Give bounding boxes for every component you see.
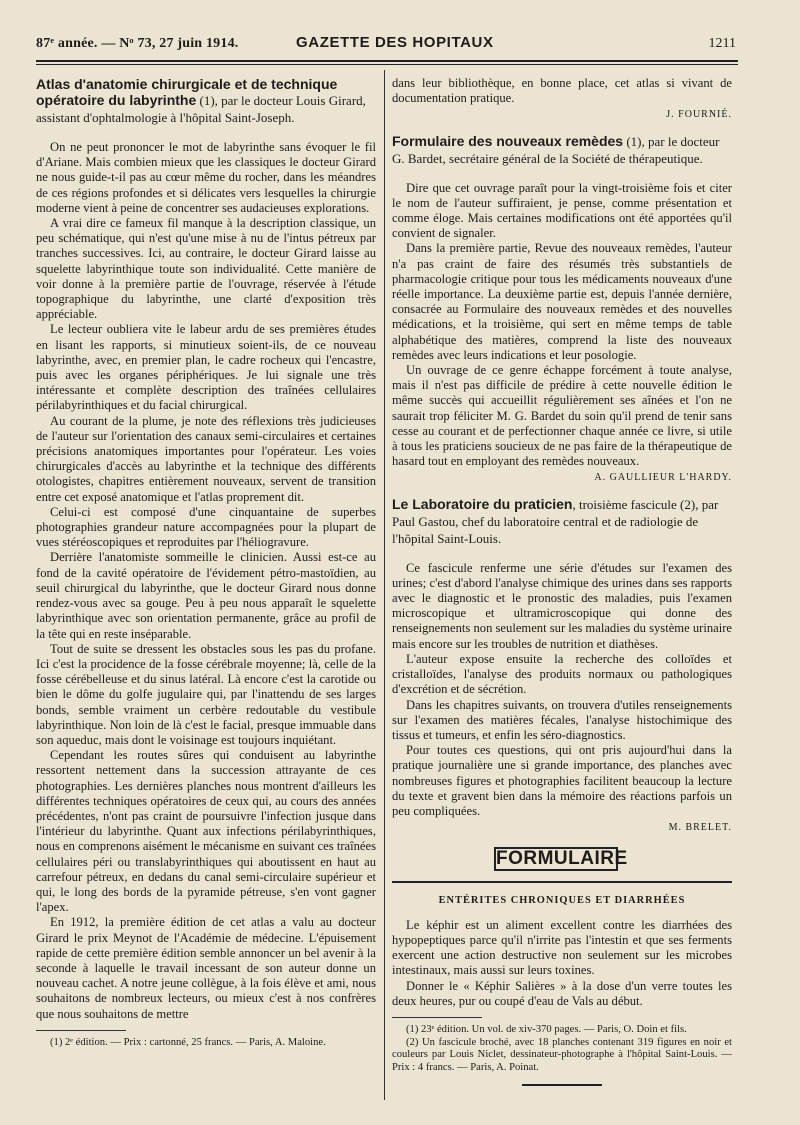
- paragraph: Un ouvrage de ce genre échappe forcément à toute analyse, mais il n'est pas difficile de prédire à cette nouvelle édition le même succès qui accueillit régulièrement ses aînées et l'on ne saurait trop féliciter M. G. Bardet du soin qu'il prend de tenir sans cesse au courant et de perfectionner chaque année ce livre, si utile à tous les praticiens soucieux de ne pas faire de la thérapeutique de hasard tout en employant des remèdes nouveaux.: [392, 363, 732, 469]
- footnote: (1) 2ᵉ édition. — Prix : cartonné, 25 francs. — Paris, A. Maloine.: [50, 1036, 326, 1048]
- footnote-rule: [392, 1017, 482, 1018]
- signature: M. BRELET.: [668, 822, 732, 834]
- paragraph: Dans la première partie, Revue des nouveaux remèdes, l'auteur n'a pas craint de faire des résumés très substantiels de pharmacologie critique pour tous les médicaments nouveaux d'une réelle importance. La deuxième partie est, depuis l'année dernière, consacrée au Formulaire des nouveaux remèdes et des nouvelles médications, et la troisième, qui sert en même temps de table alphabétique des matières, comprend la liste des nouveaux remèdes avec leurs indications et leur posologie.: [392, 241, 732, 362]
- paragraph: Celui-ci est composé d'une cinquantaine de superbes photographies grandeur nature accompagnées pour la plupart de vues stéréoscopiques et reproduites par l'héliogravure.: [36, 504, 376, 550]
- paragraph: On ne peut prononcer le mot de labyrinthe sans évoquer le fil d'Ariane. Mais combien mieux que les classiques le docteur Girard ne nous guide-t-il pas au cœur même du rocher, dans les méandres de ces régions profondes et si délicates vers lesquelles la chirurgie moderne vient à peine de concentrer ses audacieuses explorations.: [36, 140, 376, 215]
- page-number: 1211: [708, 36, 736, 51]
- review-title-formulaire-main: Formulaire des nouveaux remèdes: [392, 132, 624, 149]
- header-rule-thin: [36, 64, 738, 65]
- review-title-atlas-main: Atlas d'anatomie chirurgicale et de technique opératoire du labyrinthe: [36, 76, 338, 108]
- paragraph: Dire que cet ouvrage paraît pour la vingt-troisième fois et citer le nom de l'auteur suffiraient, je pense, comme présentation et comme éloge. Mais certaines modifications ont été apportées qu'il convient de signaler.: [392, 180, 732, 241]
- journal-title: GAZETTE DES HOPITAUX: [296, 34, 494, 51]
- paragraph: Cependant les routes sûres qui conduisent au labyrinthe ressortent nettement dans la succession attrayante de ces photographies. Les dernières planches nous montrent d'ailleurs les différentes techniques opératoires de ceux qui, au cours des années précédentes, n'ont pas craint de poursuivre l'infection jusque dans l'intérieur du labyrinthe. Quant aux infections périlabyrinthiques, nous en comprenons aisément le mécanisme en suivant ces traînées cellulaires péri ou translabyrinthiques qui aboutissent en haut au carrefour pétreux, en dedans du canal semi-circulaire supérieur et qui, le long des bords de la pyramide pétreuse, s'en vont gagner l'apex.: [36, 748, 376, 915]
- review-title-atlas: [36, 76, 376, 126]
- section-heading-formulaire: FORMULAIRE: [496, 848, 628, 870]
- review-title-laboratoire-main: Le Laboratoire du praticien: [392, 495, 573, 512]
- paragraph-continued: dans leur bibliothèque, en bonne place, cet atlas si vivant de documentation pratique.: [392, 76, 732, 106]
- paragraph: Pour toutes ces questions, qui ont pris aujourd'hui dans la pratique journalière une si grande importance, des planches avec nombreuses figures et photographies facilitent beaucoup la lecture du texte et gravent bien dans la mémoire des réactions parfois un peu compliquées.: [392, 743, 732, 818]
- paragraph: Ce fascicule renferme une série d'études sur l'examen des urines; c'est d'abord l'analyse chimique des urines dans ses rapports avec le diagnostic et le pronostic des maladies, puis l'examen microscopique et ultramicroscopique qui donne des renseignements non seulement sur les maladies du système urinaire mais encore sur les troubles de nutrition et diathèses.: [392, 560, 732, 651]
- page-header: [36, 34, 736, 56]
- issue-info: 87ᵉ année. — Nᵒ 73, 27 juin 1914.: [36, 36, 239, 51]
- signature: A. GAULLIEUR L'HARDY.: [594, 472, 732, 484]
- paragraph: Au courant de la plume, je note des réflexions très judicieuses de l'auteur sur l'orientation des canaux semi-circulaires et certaines précisions anatomiques importantes pour l'opérateur. Les voies chirurgicales d'accès au labyrinthe et la technique des différents otologistes, chapitres entièrement nouveaux, servent de transition entre cet exposé anatomique et l'atlas proprement dit.: [36, 413, 376, 504]
- section-subheading: ENTÉRITES CHRONIQUES ET DIARRHÉES: [438, 894, 686, 906]
- header-rule: [36, 60, 738, 62]
- paragraph: L'auteur expose ensuite la recherche des colloïdes et cristalloïdes, l'analyse des produits normaux ou pathologiques d'excrétion et de sécrétion.: [392, 651, 732, 697]
- review-title-atlas-rest: (1), par le docteur Louis Girard, assistant d'ophtalmologie à l'hôpital Saint-Joseph.: [36, 93, 366, 125]
- signature: J. FOURNIÉ.: [666, 109, 732, 121]
- section-rule: [392, 881, 732, 883]
- footnote: (2) Un fascicule broché, avec 18 planches contenant 319 figures en noir et couleurs par Louis Niclet, dessinateur-photographe à l'hôpital Saint-Louis. — Prix : 4 francs. — Paris, A. Poinat.: [392, 1036, 732, 1073]
- paragraph: Dans les chapitres suivants, on trouvera d'utiles renseignements sur l'examen des matières fécales, l'analyse histochimique des tissus et tumeurs, et enfin les séro-diagnostics.: [392, 697, 732, 742]
- paragraph: Tout de suite se dressent les obstacles sous les pas du profane. Ici c'est la procidence de la fosse cérébrale moyenne; là, celle de la fosse cérébelleuse et du sinus latéral. Là encore c'est la carotide ou bien le dôme du golfe jugulaire qui, par l'inattendu de ses larges bonds, semble vraiment un cerbère redoutable du vestibule labyrinthique. Non loin de là c'est le facial, presque immuable dans son aqueduc, mais dont le voisinage est toujours inquiétant.: [36, 641, 376, 747]
- footnote: (1) 23ᵉ édition. Un vol. de xiv-370 pages. — Paris, O. Doin et fils.: [406, 1023, 687, 1035]
- column-divider: [384, 70, 385, 1100]
- end-ornament: [392, 1076, 732, 1091]
- left-column: [36, 76, 376, 1049]
- right-column: [392, 76, 732, 1092]
- review-title-formulaire-rest: (1), par le docteur G. Bardet, secrétaire général de la Société de thérapeutique.: [392, 133, 720, 166]
- review-title-laboratoire-rest: , troisième fascicule (2), par Paul Gastou, chef du laboratoire central et de radiologie de l'hôpital Saint-Louis.: [392, 496, 719, 546]
- footnote-rule: [36, 1030, 126, 1031]
- review-title-formulaire: [392, 133, 732, 167]
- paragraph: Derrière l'anatomiste sommeille le clinicien. Aussi est-ce au fond de la cavité opératoire de l'évidement pétro-mastoïdien, au seuil chirurgical du labyrinthe, que le docteur Girard nous donne rendez-vous avec sa gouge. Peu à peu nous apparaît le squelette labyrinthique avec son orientation permanente, grâce au profil de la tête qui en reste inséparable.: [36, 550, 376, 641]
- paragraph: En 1912, la première édition de cet atlas a valu au docteur Girard le prix Meynot de l'Académie de médecine. L'épuisement rapide de cette première édition semble annoncer un bel avenir à la seconde à laquelle le travail incessant de son auteur donne un nouveau cachet. A notre jeune collègue, à la fois élève et ami, nous souhaitons de nombreux lecteurs, ou mieux c'est à nos confrères que nous souhaitons de mettre: [36, 915, 376, 1021]
- paragraph: Donner le « Képhir Salières » à la dose d'un verre toutes les deux heures, pur ou coupé d'eau de Vals au début.: [392, 978, 732, 1008]
- paragraph: Le lecteur oubliera vite le labeur ardu de ses premières études en lisant les rapports, si minutieux soient-ils, de ce nouveau labyrinthe, avec, en premier plan, le cadre rocheux qui l'encastre, puis avec les organes périphériques. Je lui signale une très intéressante et complète description des traînées cellulaires périlabyrinthiques et du facial chirurgical.: [36, 322, 376, 413]
- paragraph: A vrai dire ce fameux fil manque à la description classique, un peu schématique, qui n'est qu'une mise à nu de l'intus pétreux par tranches successives. Ici, au contraire, le docteur Girard laisse au squelette labyrinthique toute son individualité. Cette manière de voir donne à la première partie de l'ouvrage, réservée à l'étude topographique du labyrinthe, une clarté d'exposition très appréciable.: [36, 216, 376, 322]
- paragraph: Le képhir est un aliment excellent contre les diarrhées des hypopeptiques parce qu'il n'irrite pas l'intestin et que ses ferments exercent une action destructive non seulement sur les microbes intestinaux, mais aussi sur leurs toxines.: [392, 917, 732, 978]
- review-title-laboratoire: [392, 496, 732, 547]
